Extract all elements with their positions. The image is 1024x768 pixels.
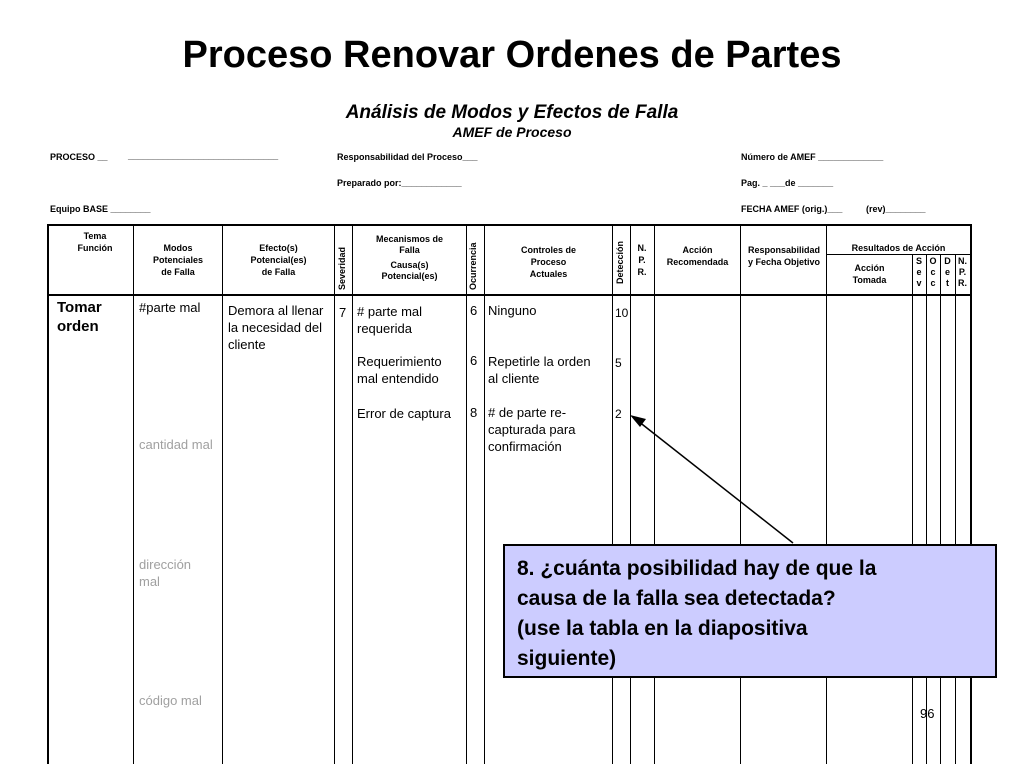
numero-amef-field: Número de AMEF _____________ — [741, 152, 884, 162]
ocurrencia-2: 6 — [470, 353, 478, 368]
header-efectos: Efecto(s) Potencial(es) de Falla — [250, 243, 307, 277]
header-accion-recomendada: Acción Recomendada — [666, 245, 729, 267]
header-npr: N. P. R. — [637, 243, 647, 277]
document-subtitle-2: AMEF de Proceso — [452, 124, 572, 140]
header-occ: O c c — [929, 256, 937, 288]
header-funcion: Función — [77, 243, 113, 253]
equipo-field: Equipo BASE ________ — [50, 204, 151, 214]
preparado-field: Preparado por:____________ — [337, 178, 462, 188]
header-modos: Modos Potenciales de Falla — [152, 243, 204, 277]
deteccion-2: 5 — [615, 356, 622, 370]
control-2: Repetirle la orden al cliente — [488, 354, 591, 386]
header-mecanismos: Mecanismos de Falla Causa(s) Potencial(es) — [375, 234, 444, 281]
callout-note: 8. ¿cuánta posibilidad hay de que la causa de la falla sea detectada? (use la tabla en la diapositiva siguiente) — [503, 544, 997, 678]
header-responsabilidad: Responsabilidad y Fecha Objetivo — [747, 245, 821, 267]
header-tema: Tema — [83, 231, 107, 241]
header-deteccion: Detección — [615, 240, 625, 284]
modo-direccion-mal: dirección mal — [139, 557, 192, 589]
proceso-field: PROCESO __ — [50, 152, 108, 162]
header-ocurrencia: Ocurrencia — [468, 242, 478, 290]
causa-1: # parte mal requerida — [357, 304, 423, 336]
header-accion-tomada: Acción Tomada — [852, 263, 887, 285]
proceso-line: ______________________________ — [128, 151, 279, 161]
ocurrencia-1: 6 — [470, 303, 478, 318]
ocurrencia-3: 8 — [470, 405, 478, 420]
modo-codigo-mal: código mal — [139, 693, 202, 708]
deteccion-3: 2 — [615, 407, 622, 421]
document-subtitle: Análisis de Modos y Efectos de Falla — [345, 102, 679, 123]
fecha-field: FECHA AMEF (orig.)___ — [741, 204, 843, 214]
severidad-value: 7 — [339, 305, 347, 320]
causa-2: Requerimiento mal entendido — [357, 354, 442, 386]
efecto-cell: Demora al llenar la necesidad del cliente — [228, 303, 324, 352]
pagina-field: Pag. _ ___de _______ — [741, 178, 834, 188]
rev-field: (rev)________ — [866, 204, 926, 214]
control-3: # de parte re- capturada para confirmación — [488, 405, 576, 454]
header-severidad: Severidad — [337, 246, 347, 290]
deteccion-1: 10 — [615, 306, 629, 320]
page-number: 96 — [920, 706, 935, 721]
responsabilidad-field: Responsabilidad del Proceso___ — [337, 152, 478, 162]
modo-parte-mal: #parte mal — [139, 300, 201, 315]
header-sev: S e v — [915, 256, 922, 288]
page-title: Proceso Renovar Ordenes de Partes — [182, 34, 842, 76]
control-1: Ninguno — [488, 303, 537, 318]
funcion-cell: Tomar orden — [57, 299, 102, 335]
header-det: D e t — [944, 256, 951, 288]
header-controles: Controles de Proceso Actuales — [520, 245, 576, 279]
causa-3: Error de captura — [357, 406, 451, 421]
header-resultados: Resultados de Acción — [851, 243, 946, 253]
modo-cantidad-mal: cantidad mal — [139, 437, 213, 452]
header-npr2: N. P. R. — [958, 256, 967, 288]
